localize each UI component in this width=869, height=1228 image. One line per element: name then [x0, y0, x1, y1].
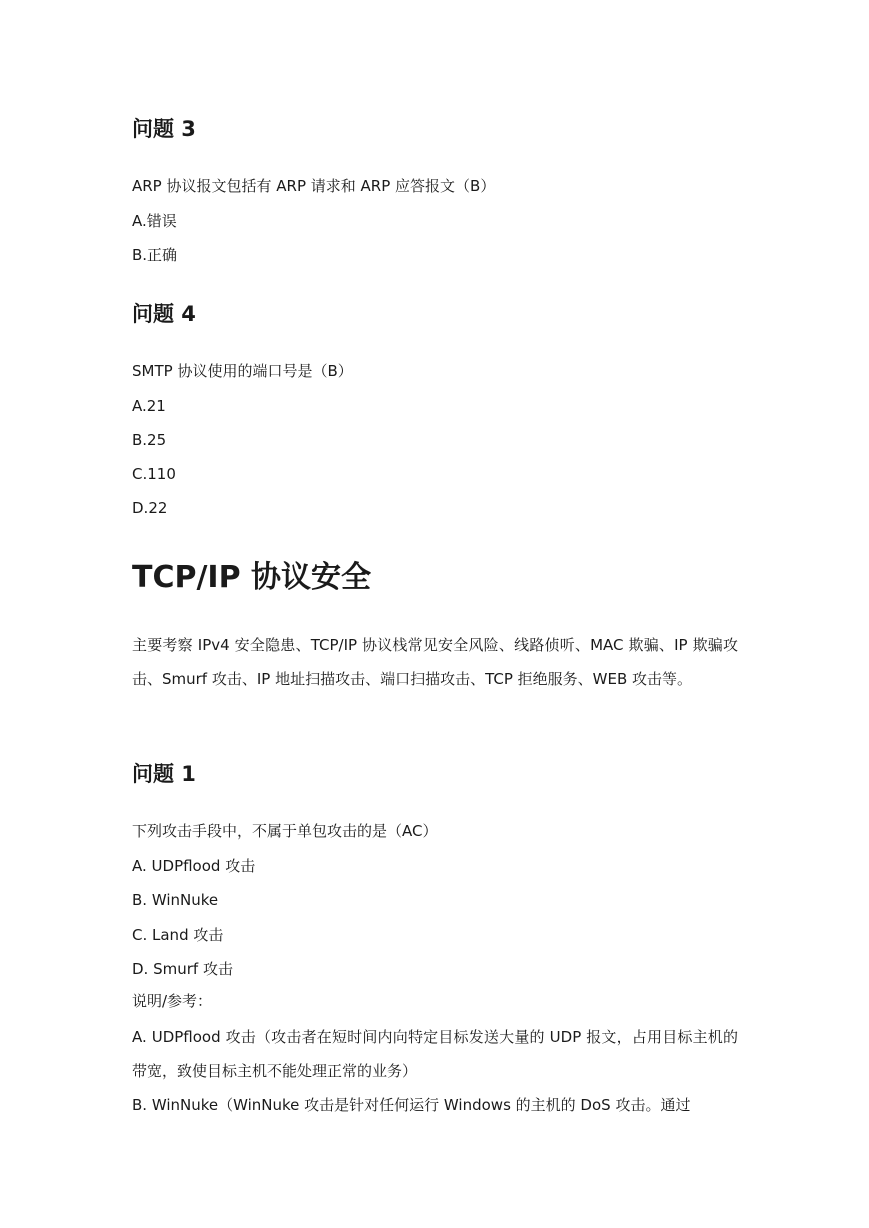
- question-4-text: SMTP 协议使用的端口号是（B）: [132, 362, 353, 380]
- explanation-b-paragraph: B. WinNuke（WinNuke 攻击是针对任何运行 Windows 的主机的 DoS 攻击。通过: [132, 1096, 691, 1114]
- question-1-option-d: D. Smurf 攻击: [132, 960, 233, 978]
- question-1-option-a: A. UDPflood 攻击: [132, 857, 256, 875]
- question-4-option-a: A.21: [132, 397, 166, 415]
- question-4-option-d: D.22: [132, 499, 168, 517]
- chapter-intro-paragraph: 主要考察 IPv4 安全隐患、TCP/IP 协议栈常见安全风险、线路侦听、MAC 欺骗、IP 欺骗攻击、Smurf 攻击、IP 地址扫描攻击、端口扫描攻击、TCP 拒绝服务、WEB 攻击等。: [132, 636, 738, 688]
- question-4-option-c: C.110: [132, 465, 176, 483]
- question-1-heading: 问题 1: [132, 762, 196, 786]
- question-3-option-b: B.正确: [132, 246, 178, 264]
- question-4-heading: 问题 4: [132, 302, 196, 326]
- explanation-a-paragraph: A. UDPflood 攻击（攻击者在短时间内向特定目标发送大量的 UDP 报文，占用目标主机的带宽，致使目标主机不能处理正常的业务）: [132, 1028, 738, 1080]
- question-1-option-b: B. WinNuke: [132, 891, 219, 909]
- question-3-heading: 问题 3: [132, 117, 196, 141]
- explanation-label: 说明/参考：: [132, 992, 213, 1010]
- question-4-option-b: B.25: [132, 431, 167, 449]
- question-3-option-a: A.错误: [132, 212, 177, 230]
- question-3-text: ARP 协议报文包括有 ARP 请求和 ARP 应答报文（B）: [132, 177, 496, 195]
- question-1-text: 下列攻击手段中，不属于单包攻击的是（AC）: [132, 822, 438, 840]
- question-1-option-c: C. Land 攻击: [132, 926, 224, 944]
- chapter-heading: TCP/IP 协议安全: [132, 560, 372, 595]
